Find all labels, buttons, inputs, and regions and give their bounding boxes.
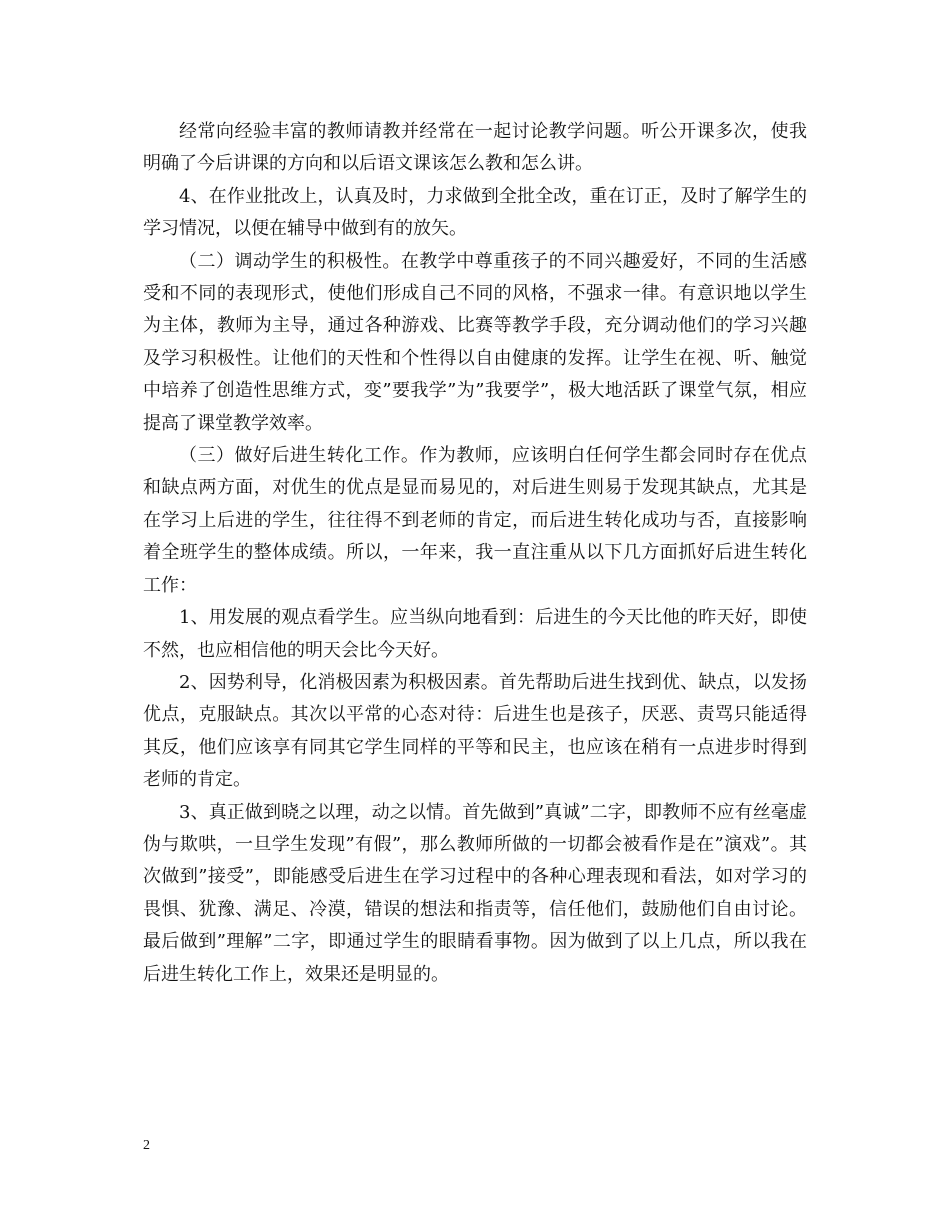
paragraph: 3、真正做到晓之以理，动之以情。首先做到”真诚”二字，即教师不应有丝毫虚伪与欺哄，一旦学生发现”有假”，那么教师所做的一切都会被看作是在”演戏”。其次做到”接受”，即能感受后进生在学习过程中的各种心理表现和看法，如对学习的畏惧、犹豫、满足、冷漠，错误的想法和指责等，信任他们，鼓励他们自由讨论。最后做到”理解”二字，即通过学生的眼睛看事物。因为做到了以上几点，所以我在后进生转化工作上，效果还是明显的。	[143, 801, 807, 985]
body-text	[143, 116, 807, 991]
page-number: 2	[143, 1138, 150, 1153]
paragraph: 4、在作业批改上，认真及时，力求做到全批全改，重在订正，及时了解学生的学习情况，以便在辅导中做到有的放矢。	[143, 185, 807, 240]
paragraph: 经常向经验丰富的教师请教并经常在一起讨论教学问题。听公开课多次，使我明确了今后讲课的方向和以后语文课该怎么教和怎么讲。	[143, 121, 807, 175]
paragraph: （三）做好后进生转化工作。作为教师，应该明白任何学生都会同时存在优点和缺点两方面，对优生的优点是显而易见的，对后进生则易于发现其缺点，尤其是在学习上后进的学生，往往得不到老师的肯定，而后进生转化成功与否，直接影响着全班学生的整体成绩。所以，一年来，我一直注重从以下几方面抓好后进生转化工作：	[143, 445, 807, 596]
paragraph: 1、用发展的观点看学生。应当纵向地看到：后进生的今天比他的昨天好，即使不然，也应相信他的明天会比今天好。	[143, 607, 807, 661]
paragraph: （二）调动学生的积极性。在教学中尊重孩子的不同兴趣爱好，不同的生活感受和不同的表现形式，使他们形成自己不同的风格，不强求一律。有意识地以学生为主体，教师为主导，通过各种游戏、比赛等教学手段，充分调动他们的学习兴趣及学习积极性。让他们的天性和个性得以自由健康的发挥。让学生在视、听、触觉中培养了创造性思维方式，变”要我学”为”我要学”，极大地活跃了课堂气氛，相应提高了课堂教学效率。	[143, 250, 807, 434]
paragraph: 2、因势利导，化消极因素为积极因素。首先帮助后进生找到优、缺点，以发扬优点，克服缺点。其次以平常的心态对待：后进生也是孩子，厌恶、责骂只能适得其反，他们应该享有同其它学生同样的平等和民主，也应该在稍有一点进步时得到老师的肯定。	[143, 671, 807, 791]
